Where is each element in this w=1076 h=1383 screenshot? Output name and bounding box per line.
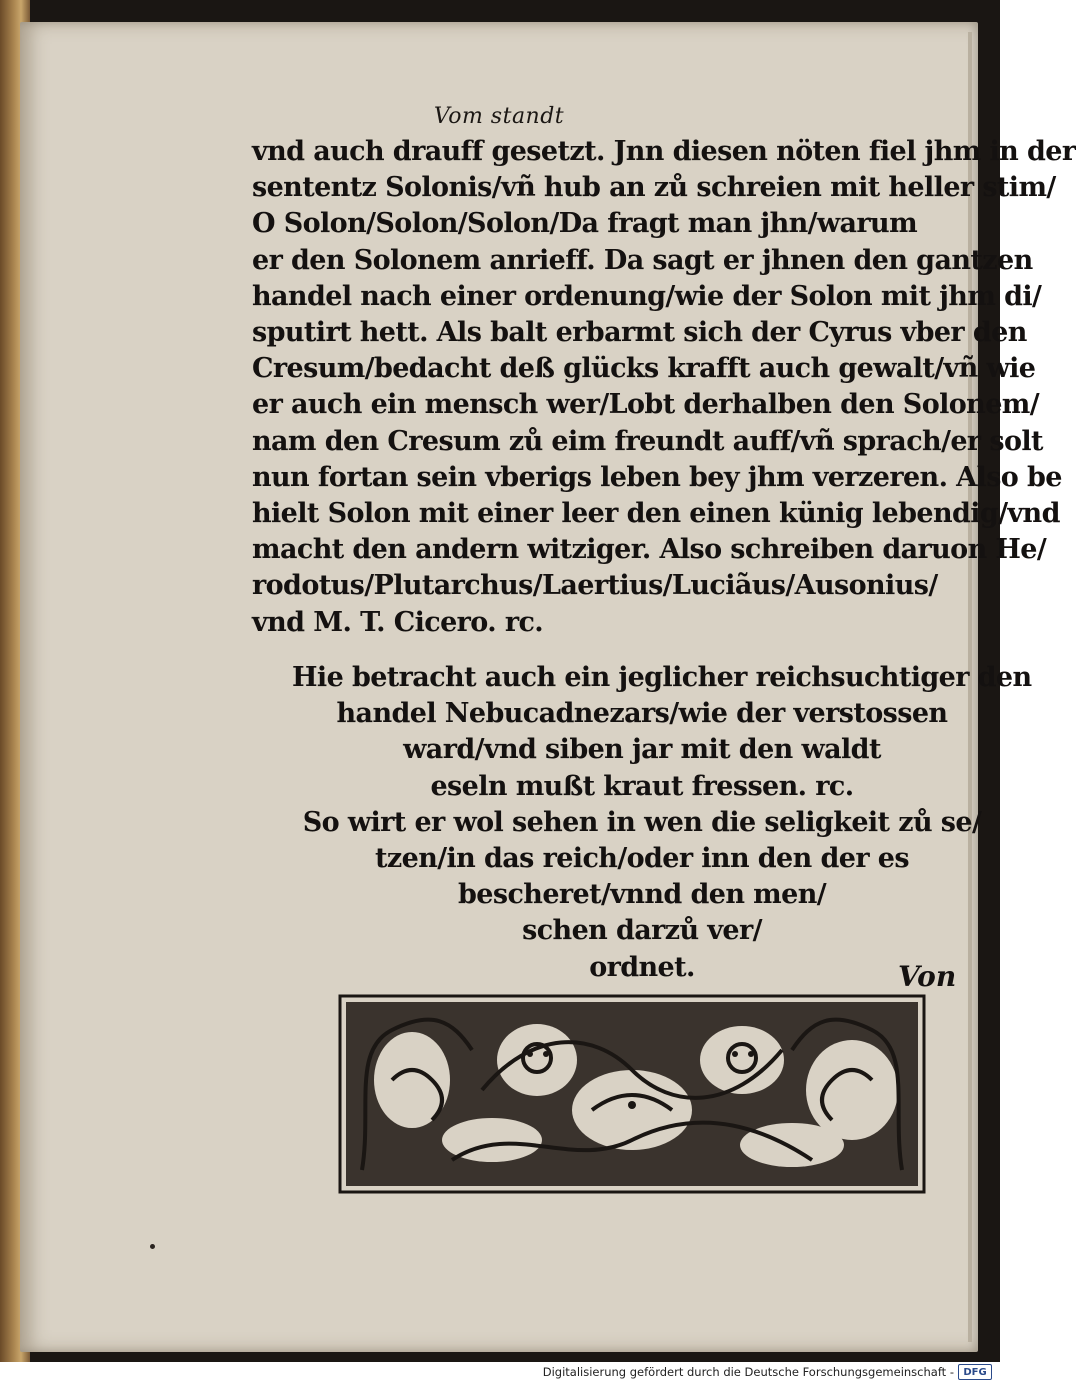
closing-line: eseln mußt kraut fressen. rc. (430, 770, 854, 802)
body-line: sententz Solonis/vñ hub an zů schreien mit heller stim/ (252, 172, 1056, 204)
closing-line: Hie betracht auch ein jeglicher reichsuchtiger den (292, 662, 1032, 693)
body-line: vnd M. T. Cicero. rc. (252, 606, 544, 638)
closing-line: So wirt er wol sehen in wen die seligkeit zů se/ (302, 806, 982, 838)
closing-line: tzen/in das reich/oder inn den der es (375, 843, 909, 875)
body-text (252, 134, 1076, 641)
closing-line: ward/vnd siben jar mit den waldt (403, 734, 881, 766)
body-line: vnd auch drauff gesetzt. Jnn diesen nöten fiel jhm in der (252, 136, 1076, 167)
body-line: macht den andern witziger. Also schreiben daruon He/ (252, 534, 1047, 566)
closing-paragraph (292, 660, 1032, 986)
body-line: Cresum/bedacht deß glücks krafft auch gewalt/vñ wie (252, 353, 1036, 385)
body-line: O Solon/Solon/Solon/Da fragt man jhn/warum (252, 208, 918, 240)
book-page (20, 22, 1076, 1352)
dfg-logo[interactable]: DFG (958, 1364, 992, 1380)
body-line: nam den Cresum zů eim freundt auff/vñ sprach/er solt (252, 425, 1043, 457)
body-line: rodotus/Plutarchus/Laertius/Luciãus/Ausonius/ (252, 570, 938, 602)
body-line: hielt Solon mit einer leer den einen künig lebendig/vnd (252, 498, 1060, 530)
catchword: Von (898, 960, 957, 993)
closing-line: bescheret/vnnd den men/ (458, 879, 826, 911)
credit-text: Digitalisierung gefördert durch die Deutsche Forschungsgemeinschaft - (542, 1365, 954, 1379)
body-line: nun fortan sein vberigs leben bey jhm verzeren. Also be (252, 461, 1062, 493)
closing-line: ordnet. (589, 951, 695, 983)
body-line: handel nach einer ordenung/wie der Solon mit jhm di/ (252, 280, 1042, 312)
body-line: er auch ein mensch wer/Lobt derhalben den Solonem/ (252, 389, 1040, 421)
credit-bar (0, 1362, 1000, 1383)
body-line: sputirt hett. Als balt erbarmt sich der Cyrus vber den (252, 317, 1027, 349)
body-line: er den Solonem anrieff. Da sagt er jhnen den gantzen (252, 244, 1033, 276)
closing-line: schen darzů ver/ (522, 915, 762, 947)
closing-line: handel Nebucadnezars/wie der verstossen (336, 698, 948, 730)
running-head: Vom standt (433, 104, 565, 129)
woodcut-ornament-icon (332, 990, 932, 1200)
ink-speck (150, 1244, 155, 1249)
